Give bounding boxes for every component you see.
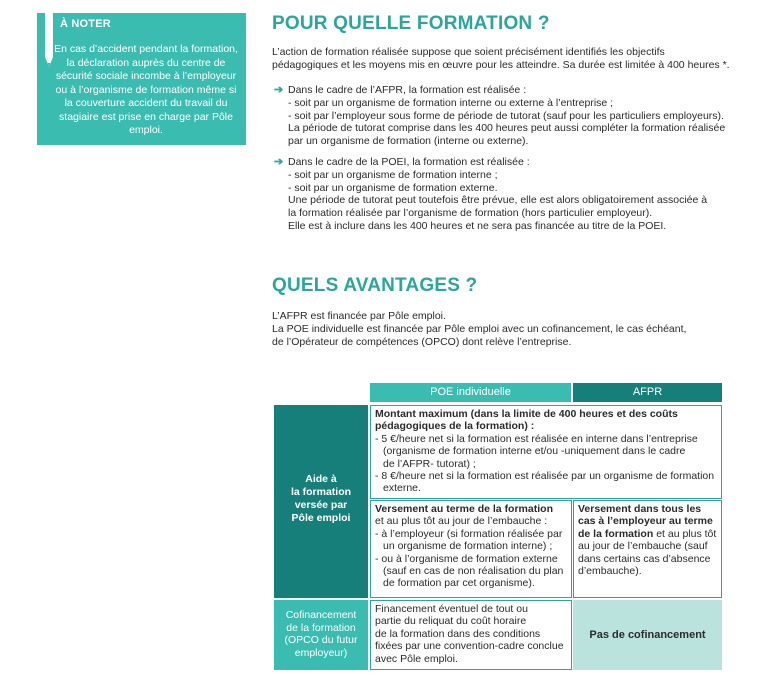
montant-line: externe.: [383, 482, 421, 495]
poei-line: Une période de tutorat peut toutefois être prévue, elle est alors obligatoirement associée à: [288, 194, 708, 207]
poe-versement-title: Versement au terme de la formation: [375, 503, 553, 515]
row-header-line: versée par: [294, 499, 348, 511]
poe-versement-line: - ou à l’organisme de formation externe: [375, 552, 558, 565]
poei-line: la formation réalisée par l’organisme de formation (hors particulier employeur).: [288, 207, 653, 220]
poe-versement-cell: [370, 500, 572, 598]
avantages-heading: QUELS AVANTAGES ?: [272, 275, 478, 296]
afpr-versement-rest: et au plus tôt au jour de l’embauche (sauf dans certains cas d’absence d’embauche).: [578, 527, 717, 578]
poei-line: Elle est à inclure dans les 400 heures et ne sera pas financée au titre de la POEI.: [288, 219, 667, 232]
row-header-aide: [274, 405, 368, 598]
poei-line: Dans le cadre de la POEI, la formation est réalisée :: [288, 156, 530, 168]
montant-line: - 5 €/heure net si la formation est réalisée en interne dans l’entreprise: [375, 432, 698, 445]
row-header-line: Cofinancement: [285, 609, 357, 621]
afpr-line: Dans le cadre de l’AFPR, la formation est réalisée :: [288, 84, 527, 96]
row-header-line: employeur): [294, 646, 348, 659]
pas-cofinancement-cell: Pas de cofinancement: [573, 600, 722, 670]
row-header-line: Aide à: [305, 473, 337, 485]
row-header-line: Pôle emploi: [291, 512, 351, 524]
montant-line: (organisme de formation interne et/ou -uniquement dans le cadre: [383, 445, 686, 458]
financement-line: fixées par une convention-cadre conclue: [375, 640, 564, 653]
intro-line: pédagogiques et les moyens mis en œuvre pour les atteindre. Sa durée est limitée à 400 heures *.: [272, 58, 730, 71]
row-header-line: de la formation: [286, 621, 356, 634]
poe-versement-line: un organisme de formation interne) ;: [383, 540, 553, 553]
afpr-line: par un organisme de formation (interne ou externe).: [288, 135, 529, 148]
financement-line: avec Pôle emploi.: [375, 652, 458, 665]
arrow-right-icon: ➔: [274, 84, 284, 96]
poe-versement-line: - à l’employeur (si formation réalisée par: [375, 527, 563, 540]
formation-intro: [272, 46, 742, 72]
arrow-right-icon: ➔: [274, 156, 284, 168]
note-box: [37, 13, 246, 145]
montant-title: Montant maximum (dans la limite de 400 heures et des coûts pédagogiques de la formation) :: [375, 408, 678, 433]
afpr-versement-cell: [573, 500, 722, 598]
afpr-line: - soit par l’employeur sous forme de période de tutorat (sauf pour les particuliers employeurs).: [288, 109, 724, 122]
formation-heading: POUR QUELLE FORMATION ?: [272, 13, 550, 34]
note-title: À NOTER: [60, 18, 111, 30]
avantages-line: La POE individuelle est financée par Pôle emploi avec un cofinancement, le cas échéant,: [272, 322, 687, 335]
avantages-line: de l’Opérateur de compétences (OPCO) dont relève l’entreprise.: [272, 335, 572, 348]
note-text: En cas d’accident pendant la formation, la déclaration auprès du centre de sécurité sociale incombe à l’employeur ou à l’organisme de formation même si la couverture accident du travail du stagiaire est prise en charge par Pôle emploi.: [54, 43, 238, 136]
column-header-afpr: AFPR: [573, 383, 722, 402]
poei-line: - soit par un organisme de formation externe.: [288, 181, 498, 194]
montant-line: - 8 €/heure net si la formation est réalisée par un organisme de formation: [375, 470, 715, 483]
montant-line: de l’AFPR- tutorat) ;: [383, 457, 476, 470]
poei-block: [288, 156, 738, 233]
afpr-line: - soit par un organisme de formation interne ou externe à l’entreprise ;: [288, 96, 614, 109]
montant-cell: [370, 405, 722, 499]
afpr-line: La période de tutorat comprise dans les 400 heures peut aussi compléter la formation réalisée: [288, 122, 726, 135]
financement-line: Financement éventuel de tout ou: [375, 603, 528, 615]
poe-versement-line: (sauf en cas de non réalisation du plan: [383, 565, 564, 578]
poe-versement-line: de formation par cet organisme).: [383, 577, 535, 590]
column-header-poe: POE individuelle: [370, 383, 571, 402]
financement-cell: [370, 600, 572, 670]
row-header-cofinancement: [274, 600, 368, 670]
poe-versement-line: et au plus tôt au jour de l’embauche :: [375, 515, 548, 528]
afpr-versement-title: Versement dans tous les cas à l’employeur au terme de la formation: [578, 503, 713, 540]
intro-line: L’action de formation réalisée suppose que soient précisément identifiés les objectifs: [272, 46, 665, 58]
avantages-text: [272, 310, 742, 348]
financement-line: de la formation dans des conditions: [375, 627, 541, 640]
financement-line: partie du reliquat du coût horaire: [375, 615, 527, 628]
row-header-line: (OPCO du futur: [284, 634, 358, 646]
avantages-line: L’AFPR est financée par Pôle emploi.: [272, 310, 446, 322]
row-header-line: la formation: [290, 486, 352, 498]
poei-line: - soit par un organisme de formation interne ;: [288, 168, 498, 181]
afpr-block: [288, 84, 738, 148]
